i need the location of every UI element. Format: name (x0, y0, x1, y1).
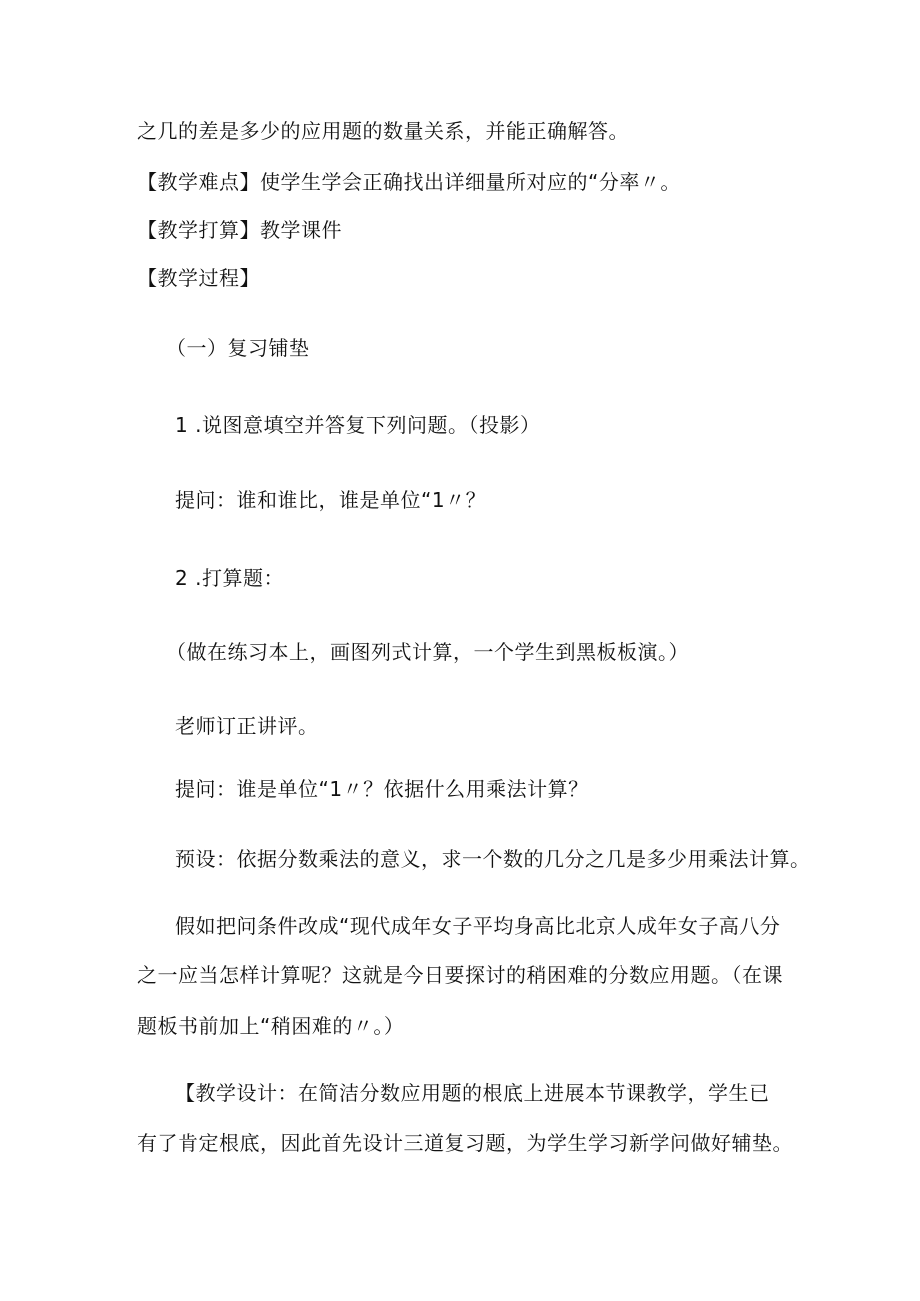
text-line-13: 假如把问条件改成“现代成年女子平均身高比北京人成年女子高八分 (175, 914, 781, 938)
text-line-15: 题板书前加上“稍困难的〃。） (137, 1014, 405, 1038)
text-line-1: 之几的差是多少的应用题的数量关系，并能正确解答。 (137, 119, 629, 143)
text-line-5: （一）复习铺垫 (166, 336, 310, 360)
text-line-8: 2 .打算题： (175, 566, 284, 590)
text-line-2: 【教学难点】使学生学会正确找出详细量所对应的“分率〃。 (137, 170, 681, 194)
text-line-11: 提问：谁是单位“1〃？依据什么用乘法计算？ (175, 777, 589, 801)
text-line-3: 【教学打算】教学课件 (137, 218, 342, 242)
text-line-17: 有了肯定根底，因此首先设计三道复习题，为学生学习新学问做好辅垫。 (137, 1131, 793, 1155)
text-line-14: 之一应当怎样计算呢？这就是今日要探讨的稍困难的分数应用题。（在课 (137, 963, 783, 987)
text-line-12: 预设：依据分数乘法的意义，求一个数的几分之几是多少用乘法计算。 (175, 847, 811, 871)
text-line-7: 提问：谁和谁比，谁是单位“1〃？ (175, 488, 487, 512)
text-line-9: （做在练习本上，画图列式计算，一个学生到黑板板演。） (166, 640, 689, 664)
text-line-16: 【教学设计：在简洁分数应用题的根底上进展本节课教学，学生已 (175, 1081, 770, 1105)
text-line-10: 老师订正讲评。 (175, 714, 319, 738)
text-line-4: 【教学过程】 (137, 266, 260, 290)
text-line-6: 1 .说图意填空并答复下列问题。（投影） (175, 413, 541, 437)
